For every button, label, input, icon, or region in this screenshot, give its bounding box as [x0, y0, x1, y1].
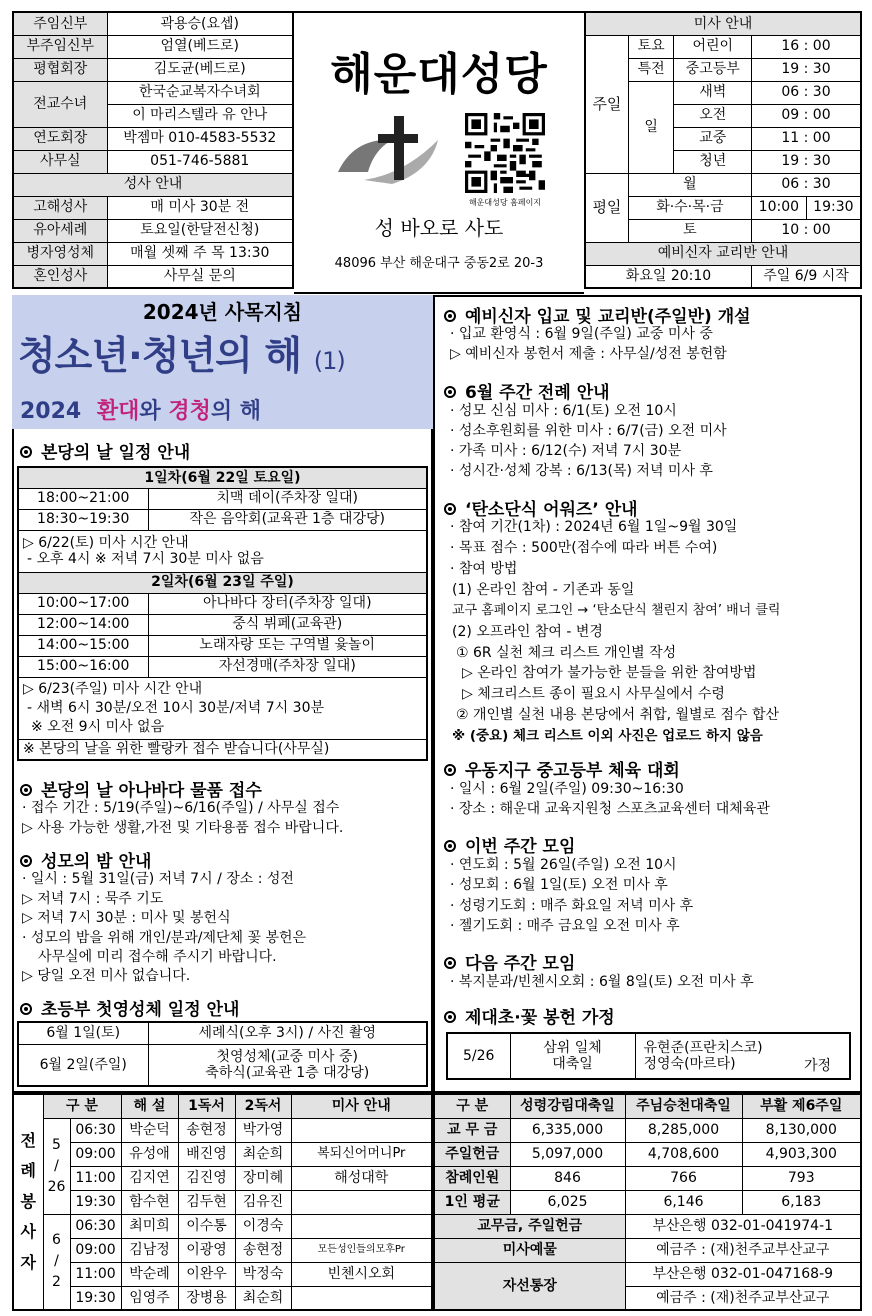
sacrament-label: 혼인성사: [13, 265, 107, 288]
finance-cell: 6,146: [625, 1190, 742, 1214]
staff-value: 박젬마 010-4583-5532: [107, 127, 293, 150]
mass-row-label: 중고등부: [674, 58, 752, 81]
banner-year: 2024: [20, 399, 82, 424]
mary-line: ▷ 저녁 7시 30분 : 미사 및 봉헌식: [22, 910, 231, 926]
meetings-section-title: 이번 주간 모임: [444, 832, 575, 857]
patron-saint: 성 바오로 사도: [374, 216, 504, 240]
finance-cell: 846: [510, 1166, 625, 1190]
altar-feast: 삼위 일체 대축일: [510, 1033, 635, 1079]
service-cell: 박가영: [235, 1118, 291, 1142]
staff-label: 평협회장: [13, 58, 107, 81]
mass-row-time: 09 : 00: [751, 104, 861, 127]
staff-label: 연도회장: [13, 127, 107, 150]
service-cell: [291, 1190, 432, 1214]
day2-header: 2일차(6월 23일 주일): [18, 572, 427, 593]
carbon-section-title: ‘탄소단식 어워즈’ 안내: [444, 495, 638, 520]
banner-line3: [20, 394, 261, 425]
communion-date: 6월 2일(주일): [18, 1044, 148, 1086]
weekday-row-time: 06 : 30: [751, 173, 861, 196]
account2-bank: 부산은행 032-01-047168-9: [625, 1262, 861, 1286]
day2-note: ▷ 6/23(주일) 미사 시간 안내 - 새벽 6시 30분/오전 10시 30분/저녁 7시 30분 ※ 오전 9시 미사 없음: [18, 677, 427, 739]
service-cell: [291, 1286, 432, 1310]
mass-row-label: 오전: [674, 104, 752, 127]
service-cell: 함수현: [121, 1190, 178, 1214]
catechumen-left: 화요일 20:10: [585, 265, 751, 288]
finance-row-label: 교 무 금: [434, 1118, 510, 1142]
anabada-line: · 접수 기간 : 5/19(주일)~6/16(주일) / 사무실 접수: [22, 800, 340, 816]
weekday-row-time2: 19:30: [806, 196, 861, 219]
liturgy-line: · 가족 미사 : 6/12(수) 저녁 7시 30분: [450, 443, 682, 459]
day1-header: 1일차(6월 22일 토요일): [18, 467, 427, 488]
event-name: 아나바다 장터(주차장 일대): [148, 593, 427, 614]
carbon-line: 교구 홈페이지 로그인 → ‘탄소단식 챌린지 참여’ 배너 클릭: [452, 603, 781, 618]
service-time: 09:00: [70, 1142, 121, 1166]
altar-table: [446, 1032, 851, 1080]
service-time: 06:30: [70, 1214, 121, 1238]
account1-holder: 예금주 : (재)천주교부산교구: [625, 1238, 861, 1262]
event-time: 10:00~17:00: [18, 593, 148, 614]
weekday-row-time: 10 : 00: [751, 219, 861, 242]
carbon-line: · 목표 점수 : 500만(점수에 따라 버튼 수여): [450, 540, 718, 556]
mass-row-time: 19 : 30: [751, 150, 861, 173]
finance-header: 부활 제6주일: [742, 1094, 861, 1118]
catechumen-title: 예비신자 교리반 안내: [585, 242, 861, 265]
finance-cell: 4,708,600: [625, 1142, 742, 1166]
catechumen-line: ▷ 예비신자 봉헌서 제출 : 사무실/성전 봉헌함: [450, 346, 727, 362]
finance-cell: 766: [625, 1166, 742, 1190]
service-cell: 이수통: [178, 1214, 235, 1238]
service-cell: 김유진: [235, 1190, 291, 1214]
special-label: 특전: [628, 58, 674, 81]
mary-line: ▷ 당일 오전 미사 없습니다.: [22, 968, 191, 984]
service-date-2: 6 / 2: [43, 1214, 70, 1310]
finance-cell: 4,903,300: [742, 1142, 861, 1166]
banner-line1: 2024년 사목지침: [142, 300, 303, 324]
catechumen-line: · 입교 환영식 : 6월 9일(주일) 교중 미사 중: [450, 326, 713, 342]
finance-cell: 8,130,000: [742, 1118, 861, 1142]
finance-row-label: 주일헌금: [434, 1142, 510, 1166]
service-cell: 김두현: [178, 1190, 235, 1214]
service-cell: 김진영: [178, 1166, 235, 1190]
finance-cell: 5,097,000: [510, 1142, 625, 1166]
mass-row-label: 청년: [674, 150, 752, 173]
account1-bank: 부산은행 032-01-041974-1: [625, 1214, 861, 1238]
banner-welcome: 환대: [96, 399, 140, 424]
catechumen-right: 주일 6/9 시작: [751, 265, 861, 288]
sacrament-label: 고해성사: [13, 196, 107, 219]
service-cell: 박정숙: [235, 1262, 291, 1286]
altar-families: 유현준(프란치스코) 정영숙(마르타) 가정: [635, 1033, 850, 1079]
meetings-line: · 성모회 : 6월 1일(토) 오전 미사 후: [450, 877, 668, 893]
banner-and: 와: [139, 399, 161, 424]
finance-cell: 6,025: [510, 1190, 625, 1214]
sports-section-title: 우동지구 중고등부 체육 대회: [444, 756, 680, 781]
next-meetings-line: · 복지분과/빈첸시오회 : 6월 8일(토) 오전 미사 후: [450, 974, 754, 990]
banner-title: 청소년·청년의 해: [18, 334, 302, 379]
weekday-row-label: 월: [628, 173, 751, 196]
sat-label: 토요: [628, 35, 674, 58]
sacrament-value: 토요일(한달전신청): [107, 219, 293, 242]
church-logo: [334, 110, 444, 190]
staff-value: 이 마리스텔라 유 안나: [107, 104, 293, 127]
account1-label: 교무금, 주일헌금: [434, 1214, 625, 1238]
carbon-line: ② 개인별 실천 내용 본당에서 취합, 월별로 점수 합산: [456, 707, 780, 723]
carbon-line: (2) 오프라인 참여 - 변경: [452, 624, 603, 640]
finance-cell: 793: [742, 1166, 861, 1190]
communion-event: 세례식(오후 3시) / 사진 촬영: [148, 1022, 427, 1044]
altar-date: 5/26: [447, 1033, 510, 1079]
carbon-line: (1) 온라인 참여 - 기존과 동일: [452, 582, 635, 598]
banner-listen: 경청: [168, 399, 211, 424]
service-cell: 이완우: [178, 1262, 235, 1286]
mass-row-time: 06 : 30: [751, 81, 861, 104]
communion-table: [17, 1021, 428, 1087]
anabada-section-title: 본당의 날 아나바다 물품 접수: [20, 776, 262, 801]
finance-row-label: 1인 평균: [434, 1190, 510, 1214]
service-cell: 장미혜: [235, 1166, 291, 1190]
banner-year-of: 의 해: [210, 399, 262, 424]
event-name: 노래자랑 또는 구역별 윷놀이: [148, 635, 427, 656]
service-cell: 박순례: [121, 1262, 178, 1286]
service-header: 1독서: [178, 1094, 235, 1118]
service-cell: 최미희: [121, 1214, 178, 1238]
service-header: 구 분: [43, 1094, 121, 1118]
mary-section-title: 성모의 밤 안내: [20, 847, 151, 872]
church-address: 48096 부산 해운대구 중동2로 20-3: [334, 256, 544, 271]
mass-row-label: 새벽: [674, 81, 752, 104]
carbon-line: ▷ 온라인 참여가 불가능한 분들을 위한 참여방법: [462, 665, 757, 681]
service-cell: [291, 1118, 432, 1142]
mary-line: · 일시 : 5월 31일(금) 저녁 7시 / 장소 : 성전: [22, 871, 294, 887]
meetings-line: · 연도회 : 5월 26일(주일) 오전 10시: [450, 857, 677, 873]
communion-date: 6월 1일(토): [18, 1022, 148, 1044]
carbon-line: ▷ 체크리스트 종이 필요시 사무실에서 수령: [462, 686, 725, 702]
service-cell: 모든성인들의모후Pr: [291, 1238, 432, 1262]
service-cell: 송현정: [178, 1118, 235, 1142]
mass-row-time: 16 : 00: [751, 35, 861, 58]
church-name: 해운대성당: [330, 49, 548, 100]
staff-label: 주임신부: [13, 12, 107, 35]
staff-table: [12, 11, 294, 289]
service-header: 2독서: [235, 1094, 291, 1118]
sunday-label: 주일: [585, 35, 628, 173]
communion-event: 첫영성체(교중 미사 중) 축하식(교육관 1층 대강당): [148, 1044, 427, 1086]
weekday-label: 평일: [585, 173, 628, 242]
sacrament-value: 매월 셋째 주 목 13:30: [107, 242, 293, 265]
staff-value: 051-746-5881: [107, 150, 293, 173]
service-cell: 빈첸시오회: [291, 1262, 432, 1286]
event-time: 18:30~19:30: [18, 509, 148, 530]
liturgy-line: · 성모 신심 미사 : 6/1(토) 오전 10시: [450, 403, 677, 419]
service-date-1: 5 / 26: [43, 1118, 70, 1214]
mass-row-time: 11 : 00: [751, 127, 861, 150]
finance-cell: 8,285,000: [625, 1118, 742, 1142]
communion-section-title: 초등부 첫영성체 일정 안내: [20, 995, 239, 1020]
staff-value: 엄열(베드로): [107, 35, 293, 58]
staff-label: 부주임신부: [13, 35, 107, 58]
staff-label: 사무실: [13, 150, 107, 173]
service-cell: 최순희: [235, 1286, 291, 1310]
event-name: 치맥 데이(주차장 일대): [148, 488, 427, 509]
meetings-line: · 성령기도회 : 매주 화요일 저녁 미사 후: [450, 898, 694, 914]
mass-row-label: 교중: [674, 127, 752, 150]
finance-row-label: 참례인원: [434, 1166, 510, 1190]
staff-value: 곽용승(요셉): [107, 12, 293, 35]
event-time: 15:00~16:00: [18, 656, 148, 677]
finance-cell: 6,183: [742, 1190, 861, 1214]
service-cell: 이광영: [178, 1238, 235, 1262]
altar-section-title: 제대초·꽃 봉헌 가정: [444, 1003, 615, 1028]
sacrament-title: 성사 안내: [13, 173, 293, 196]
service-cell: 배진영: [178, 1142, 235, 1166]
carbon-line: · 참여 기간(1차) : 2024년 6월 1일~9월 30일: [450, 519, 738, 535]
sacrament-value: 사무실 문의: [107, 265, 293, 288]
service-header: 미사 안내: [291, 1094, 432, 1118]
service-time: 06:30: [70, 1118, 121, 1142]
account2-holder: 예금주 : (재)천주교부산교구: [625, 1286, 861, 1310]
service-cell: 최순희: [235, 1142, 291, 1166]
service-time: 09:00: [70, 1238, 121, 1262]
qr-caption: 해운대성당 홈페이지: [468, 198, 542, 207]
mary-line: 사무실에 미리 접수해 주시기 바랍니다.: [38, 949, 277, 965]
service-cell: 장병용: [178, 1286, 235, 1310]
service-time: 11:00: [70, 1166, 121, 1190]
service-time: 19:30: [70, 1190, 121, 1214]
service-cell: 김남정: [121, 1238, 178, 1262]
finance-cell: 6,335,000: [510, 1118, 625, 1142]
sports-line: · 일시 : 6월 2일(주일) 09:30~16:30: [450, 781, 684, 797]
feast-section-title: 본당의 날 일정 안내: [20, 438, 190, 463]
finance-header: 구 분: [434, 1094, 510, 1118]
event-name: 중식 뷔페(교육관): [148, 614, 427, 635]
carbon-line: ① 6R 실천 체크 리스트 개인별 작성: [456, 645, 677, 661]
mary-line: · 성모의 밤을 위해 개인/분과/제단체 꽃 봉헌은: [22, 930, 307, 946]
feast-footer: ※ 본당의 날을 위한 빨랑카 접수 받습니다(사무실): [18, 739, 427, 760]
carbon-line: · 참여 방법: [450, 561, 518, 577]
service-cell: 박순덕: [121, 1118, 178, 1142]
day1-note: ▷ 6/22(토) 미사 시간 안내 - 오후 4시 ※ 저녁 7시 30분 미사 없음: [18, 530, 427, 572]
event-time: 14:00~15:00: [18, 635, 148, 656]
event-name: 작은 음악회(교육관 1층 대강당): [148, 509, 427, 530]
anabada-line: ▷ 사용 가능한 생활,가전 및 기타용품 접수 바랍니다.: [22, 820, 344, 836]
staff-label: 전교수녀: [13, 81, 107, 127]
sacrament-label: 유아세례: [13, 219, 107, 242]
sports-line: · 장소 : 해운대 교육지원청 스포츠교육센터 대체육관: [450, 801, 770, 817]
service-time: 11:00: [70, 1262, 121, 1286]
liturgy-line: · 성시간·성체 강복 : 6/13(목) 저녁 미사 후: [450, 463, 713, 479]
service-cell: 송현정: [235, 1238, 291, 1262]
service-cell: 김지연: [121, 1166, 178, 1190]
account1-label2: 미사예물: [434, 1238, 625, 1262]
catechumen-section-title: 예비신자 입교 및 교리반(주일반) 개설: [444, 302, 751, 327]
service-cell: [291, 1214, 432, 1238]
service-cell: 해성대학: [291, 1166, 432, 1190]
service-time: 19:30: [70, 1286, 121, 1310]
liturgy-section-title: 6월 주간 전례 안내: [444, 378, 610, 403]
finance-table: [433, 1093, 862, 1311]
service-header: 해 설: [121, 1094, 178, 1118]
feast-schedule-table: [17, 466, 428, 761]
mary-line: ▷ 저녁 7시 : 묵주 기도: [22, 891, 164, 907]
finance-header: 주님승천대축일: [625, 1094, 742, 1118]
event-time: 18:00~21:00: [18, 488, 148, 509]
mass-row-label: 어린이: [674, 35, 752, 58]
qr-code: [465, 113, 545, 193]
sacrament-label: 병자영성체: [13, 242, 107, 265]
il-label: 일: [628, 81, 674, 173]
service-cell: 임영주: [121, 1286, 178, 1310]
service-cell: 복되신어머니Pr: [291, 1142, 432, 1166]
meetings-line: · 젤기도회 : 매주 금요일 오전 미사 후: [450, 918, 680, 934]
weekday-row-label: 화·수·목·금: [628, 196, 751, 219]
staff-value: 김도균(베드로): [107, 58, 293, 81]
liturgy-line: · 성소후원회를 위한 미사 : 6/7(금) 오전 미사: [450, 423, 727, 439]
banner-line2: [18, 325, 345, 381]
service-table: [12, 1093, 433, 1311]
event-time: 12:00~14:00: [18, 614, 148, 635]
staff-value: 한국순교복자수녀회: [107, 81, 293, 104]
event-name: 자선경매(주차장 일대): [148, 656, 427, 677]
sacrament-value: 매 미사 30분 전: [107, 196, 293, 219]
finance-header: 성령강림대축일: [510, 1094, 625, 1118]
service-side-label: 전례봉사자: [13, 1094, 43, 1310]
service-cell: 이경숙: [235, 1214, 291, 1238]
mass-title: 미사 안내: [585, 12, 861, 35]
account2-label: 자선통장: [434, 1262, 625, 1310]
mass-table: [584, 11, 862, 289]
weekday-row-time: 10:00: [751, 196, 806, 219]
weekday-row-label: 토: [628, 219, 751, 242]
mass-row-time: 19 : 30: [751, 58, 861, 81]
next-meetings-section-title: 다음 주간 모임: [444, 949, 575, 974]
carbon-line: ※ (중요) 체크 리스트 이외 사진은 업로드 하지 않음: [452, 728, 763, 744]
service-cell: 유성애: [121, 1142, 178, 1166]
banner-number: (1): [313, 347, 345, 375]
